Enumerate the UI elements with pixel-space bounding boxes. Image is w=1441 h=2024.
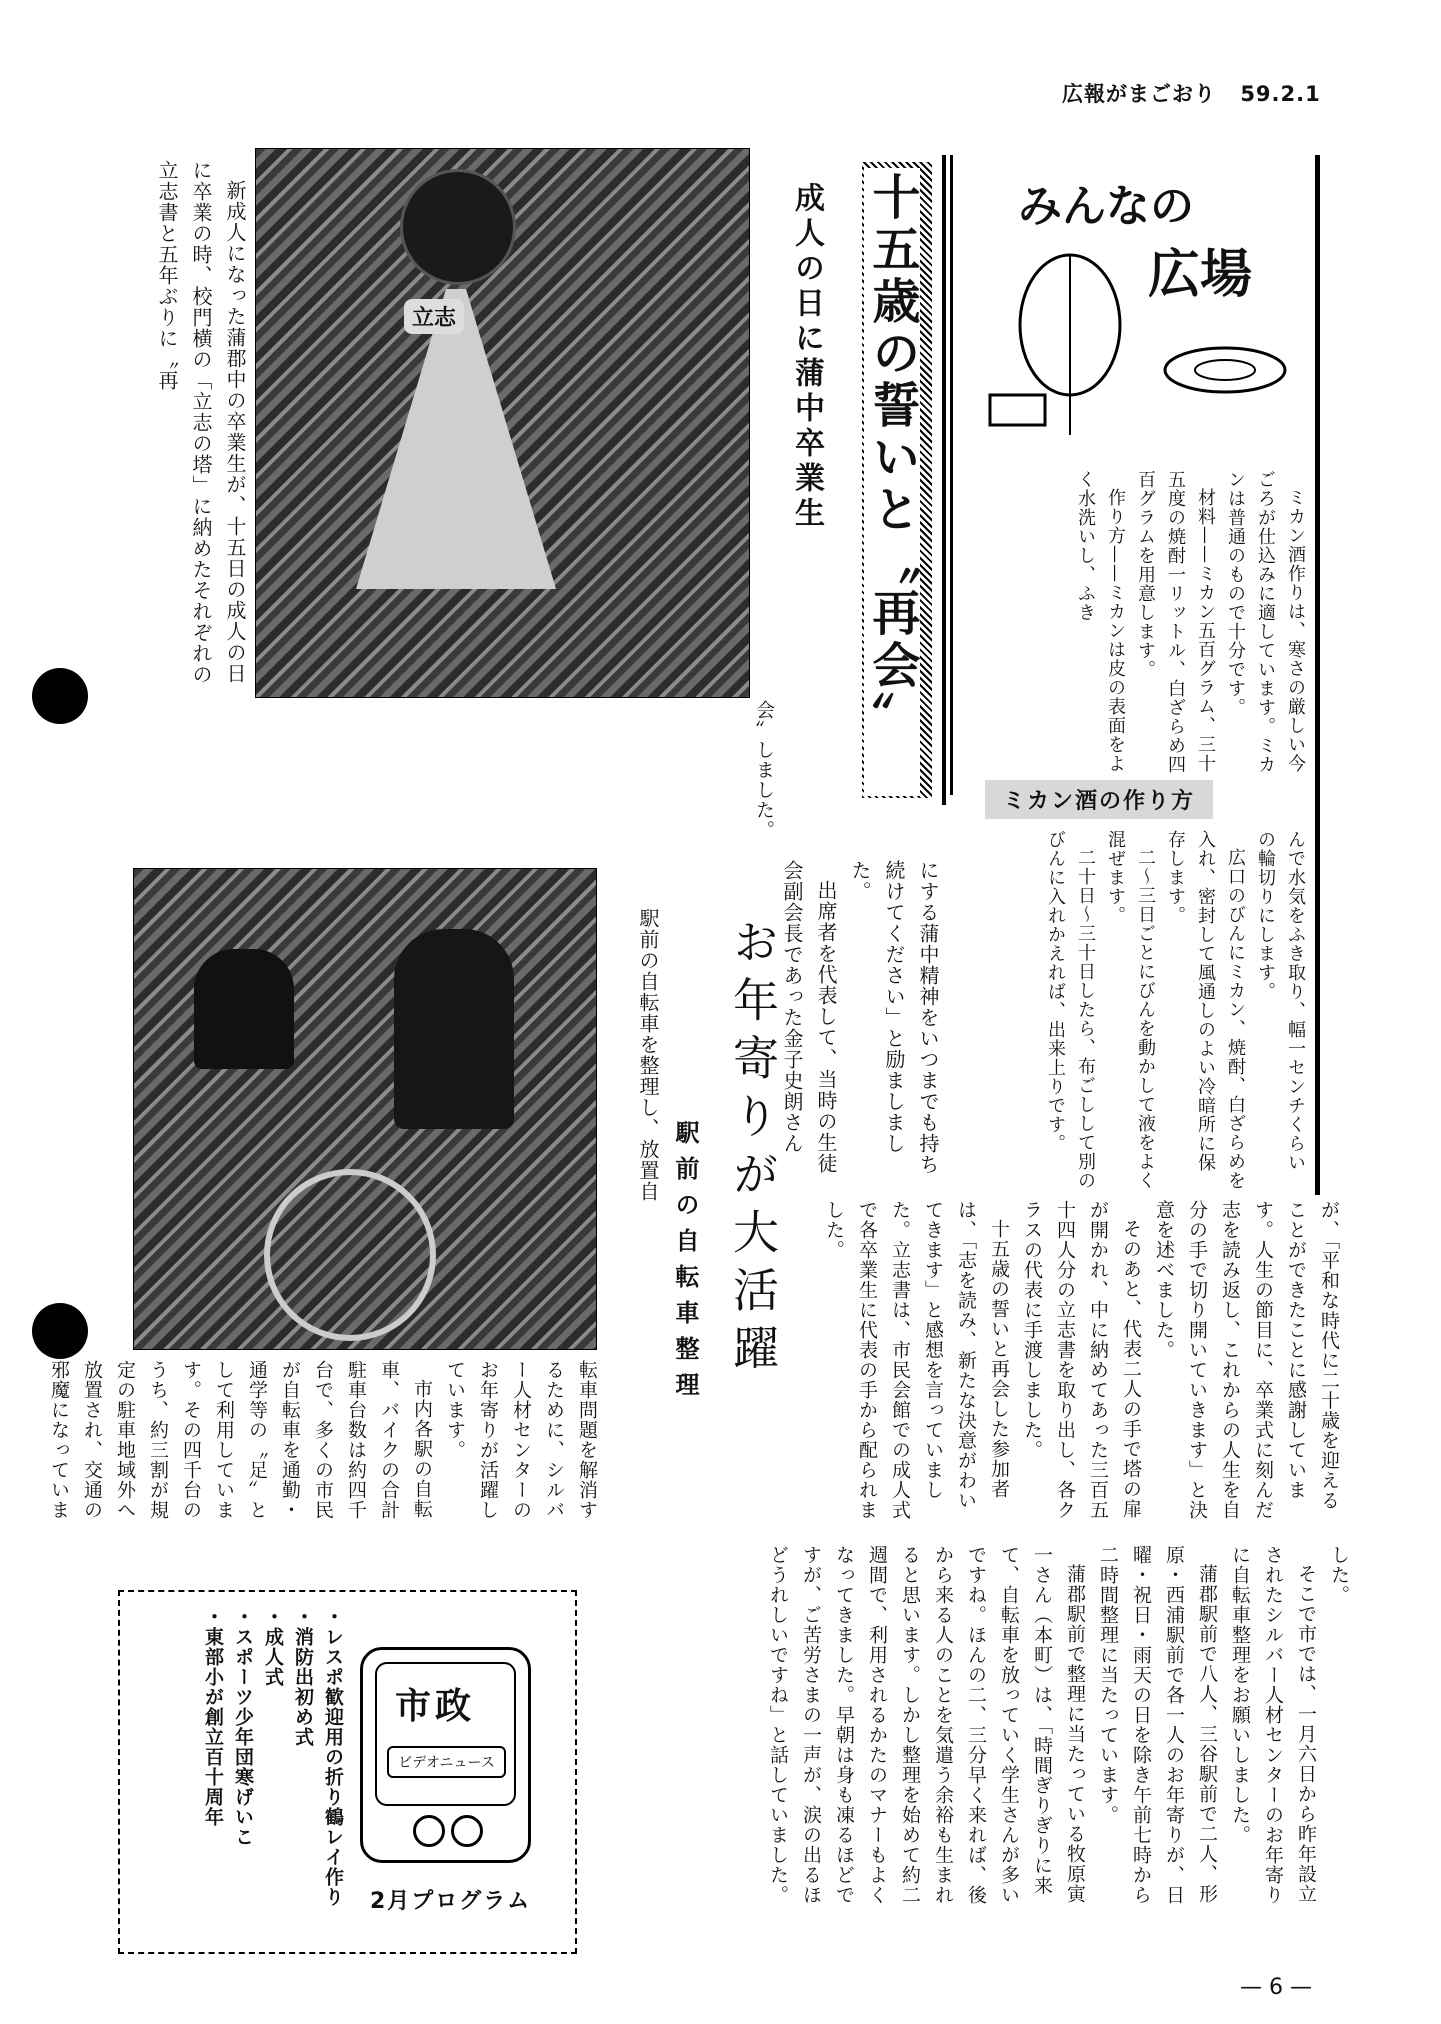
article2-subtitle: 駅前の自転車整理 [671, 1120, 699, 1408]
paragraph: 新成人になった蒲郡中の卒業生が、十五日の成人の日に卒業の時、校門横の「立志の塔」に納めたそれぞれの立志書と五年ぶりに〝再 [155, 160, 247, 685]
program-item: ・成人式 [262, 1607, 284, 1687]
tv-screen [375, 1662, 516, 1806]
plaza-title-line2: 広場 [1148, 245, 1253, 305]
page-header [1062, 78, 1321, 108]
plaza-border-right [1315, 155, 1320, 1195]
program-list [138, 1607, 348, 1937]
article2-body-bottom [610, 1545, 1355, 1920]
person-left [194, 949, 294, 1069]
paragraph: 十五歳の誓いと再会した参加者は、「志を読み、新たな決意がわいてきます」と感想を言っていました。立志書は、市民会館での成人式で各卒業生に代表の手から配られました。 [823, 1200, 1010, 1520]
article1-title: 十五歳の誓いと〝再会〞 [864, 168, 920, 796]
bicycle-photo [133, 868, 597, 1350]
program-item: ・レスポ歓迎用の折り鶴レイ作り [322, 1607, 344, 1907]
video-news-box [118, 1590, 577, 1954]
binder-hole-bottom [32, 1303, 88, 1359]
article1-middle-column [255, 700, 780, 840]
paragraph: そこで市では、一月六日から昨年設立されたシルバー人材センターのお年寄りに自転車整理をお願いしました。 [1229, 1545, 1317, 1905]
paragraph: 市内各駅の自転車、バイクの合計駐車台数は約四千台で、多くの市民が自転車を通勤・通学等の〝足〞として利用しています。その四千台のうち、約三割が規定の駐車地域外へ放置され、交通の邪魔になっていま [48, 1360, 433, 1520]
article1-lower-left [780, 860, 945, 1180]
paragraph: 出席者を代表して、当時の生徒会副会長であった金子史朗さん [780, 860, 838, 1174]
plaza-illustration [985, 245, 1295, 445]
paragraph: 作り方——ミカンは皮の表面をよく水洗いし、ふき [1075, 470, 1126, 773]
person-right [394, 929, 514, 1129]
program-label: 2月プログラム [370, 1889, 532, 1914]
binder-hole-top [32, 668, 88, 724]
tower-sign: 立志 [404, 299, 464, 334]
paragraph: 会〞しました。 [753, 700, 775, 840]
plaza-section-title: ミカン酒の作り方 [985, 780, 1213, 819]
bench-drawing [990, 395, 1045, 425]
fountain-drawing [1165, 348, 1285, 392]
plaza-body-top [990, 470, 1310, 780]
paragraph: 転車問題を解消するために、シルバー人材センターのお年寄りが活躍しています。 [444, 1360, 598, 1520]
tv-icon [360, 1647, 531, 1863]
program-item: ・東部小が創立百十周年 [202, 1607, 224, 1827]
ceremony-photo [255, 148, 750, 698]
bicycle-wheel [264, 1169, 436, 1341]
tv-knob-2 [451, 1815, 483, 1847]
tv-subtitle: ビデオニュース [387, 1746, 506, 1778]
tv-knob-1 [413, 1815, 445, 1847]
article2-body-top [48, 1360, 603, 1535]
paragraph: 材料——ミカン五百グラム、三十五度の焼酎一リットル、白ざらめ四百グラムを用意します。 [1135, 470, 1216, 774]
tv-title: 市政 [395, 1686, 476, 1727]
paragraph: そのあと、代表二人の手で塔の扉が開かれ、中に納めてあった三百五十四人分の立志書を取り出し、各クラスの代表に手渡しました。 [1021, 1200, 1142, 1520]
plaza-body-bottom [985, 830, 1310, 1190]
article1-left-column-1 [100, 160, 252, 695]
program-item: ・消防出初め式 [292, 1607, 314, 1747]
paragraph: した。 [1328, 1545, 1350, 1605]
article1-lower-right [800, 1200, 1345, 1530]
paragraph: 蒲郡駅前で整理に当たっている牧原寅一さん（本町）は、「時間ぎりぎりに来て、自転車を放っていく学生さんが多いですね。ほんの二、三分早く来れば、後から来る人のことを気遣う余裕も生まれると思います。しかし整理を始めて約二週間で、利用されるかたのマナーもよくなってきました。早朝は身も凍るほどですが、ご苦労さまの一声が、涙の出るほどうれしいですね」と話していました。 [767, 1545, 1086, 1905]
plaza-border-left [950, 155, 953, 795]
publication-date: 59.2.1 [1240, 82, 1321, 106]
paragraph: んで水気をふき取り、幅一センチくらいの輪切りにします。 [1255, 830, 1306, 1172]
paragraph: 二〜三日ごとにびんを動かして液をよく混ぜます。 [1105, 830, 1156, 1190]
paragraph: ミカン酒作りは、寒さの厳しい今ごろが仕込みに適しています。ミカンは普通のもので十分です。 [1225, 470, 1306, 774]
tower-sphere [400, 169, 516, 285]
tower-monument [356, 289, 556, 589]
article2-title: お年寄りが大活躍 [726, 918, 780, 1382]
program-item: ・スポーツ少年団寒げいこ [232, 1607, 254, 1847]
paragraph: にする蒲中精神をいつまでも持ち続けてください」と励ましました。 [848, 860, 940, 1175]
paragraph: 駅前の自転車を整理し、放置自 [636, 908, 660, 1202]
plaza-title-line1: みんなの [1018, 181, 1194, 232]
paragraph: 広口のびんにミカン、焼酎、白ざらめを入れ、密封して風通しのよい冷暗所に保存します。 [1165, 830, 1246, 1190]
publication-name: 広報がまごおり [1062, 82, 1216, 106]
article2-intro [605, 888, 665, 1518]
article1-subtitle: 成人の日に蒲中卒業生 [789, 182, 824, 532]
paragraph: 二十日〜三十日したら、布ごしして別のびんに入れかえれば、出来上りです。 [1045, 830, 1096, 1190]
paragraph: が、「平和な時代に二十歳を迎えることができたことに感謝しています。人生の節目に、卒業式に刻んだ志を読み返し、これからの人生を自分の手で切り開いていきます」と決意を述べました。 [1153, 1200, 1340, 1520]
title-rule [942, 155, 946, 805]
page-number: — 6 — [1240, 1975, 1312, 2000]
paragraph: 蒲郡駅前で八人、三谷駅前で二人、形原・西浦駅前で各一人のお年寄りが、日曜・祝日・雨天の日を除き午前七時から二時間整理に当たっています。 [1097, 1545, 1218, 1905]
